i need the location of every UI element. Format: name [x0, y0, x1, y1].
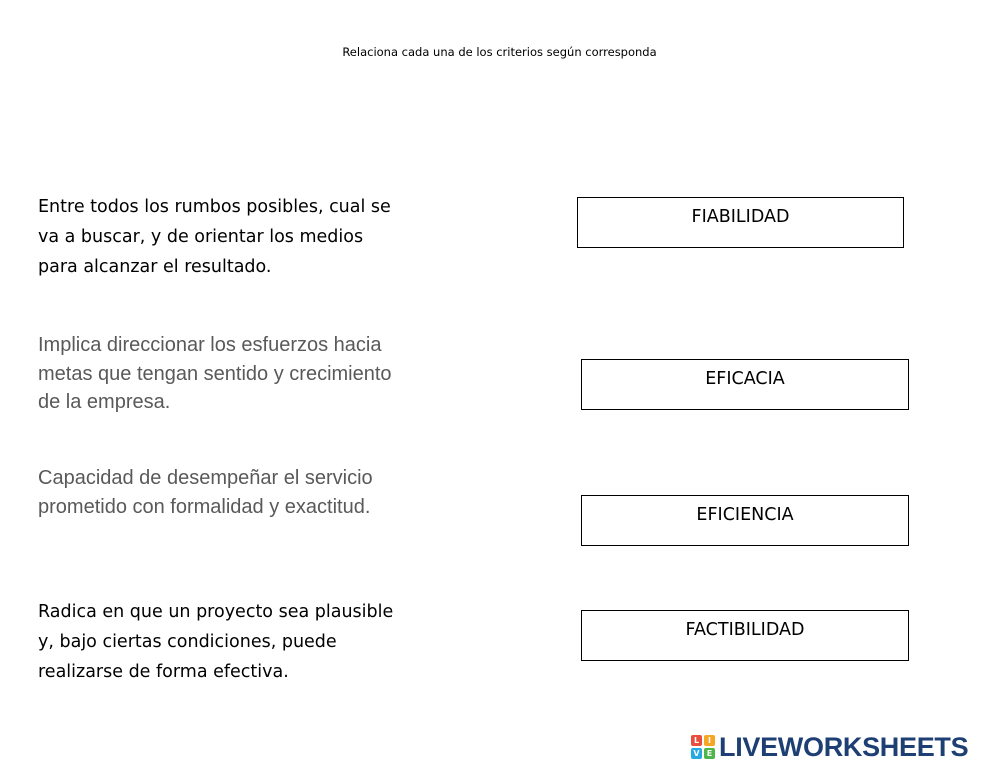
live-logo-icon	[691, 735, 715, 759]
answer-box-eficacia[interactable]: EFICACIA	[581, 359, 909, 410]
definition-1: Entre todos los rumbos posibles, cual se va a buscar, y de orientar los medios para alcanzar el resultado.	[38, 197, 391, 277]
definition-2: Implica direccionar los esfuerzos hacia metas que tengan sentido y crecimiento de la empresa.	[38, 334, 392, 413]
instruction-title: Relaciona cada una de los criterios según corresponda	[342, 45, 657, 59]
answer-box-fiabilidad[interactable]: FIABILIDAD	[577, 197, 904, 248]
liveworksheets-logo[interactable]	[691, 732, 968, 762]
logo-tile-l: L	[691, 735, 702, 746]
answer-box-eficiencia[interactable]: EFICIENCIA	[581, 495, 909, 546]
answer-box-factibilidad[interactable]: FACTIBILIDAD	[581, 610, 909, 661]
logo-tile-v: V	[691, 748, 702, 759]
definition-3: Capacidad de desempeñar el servicio prometido con formalidad y exactitud.	[38, 467, 373, 518]
logo-tile-e: E	[704, 748, 715, 759]
brand-name: LIVEWORKSHEETS	[719, 731, 969, 762]
logo-tile-i: I	[704, 735, 715, 746]
definition-4: Radica en que un proyecto sea plausible y, bajo ciertas condiciones, puede realizarse de forma efectiva.	[38, 602, 394, 682]
